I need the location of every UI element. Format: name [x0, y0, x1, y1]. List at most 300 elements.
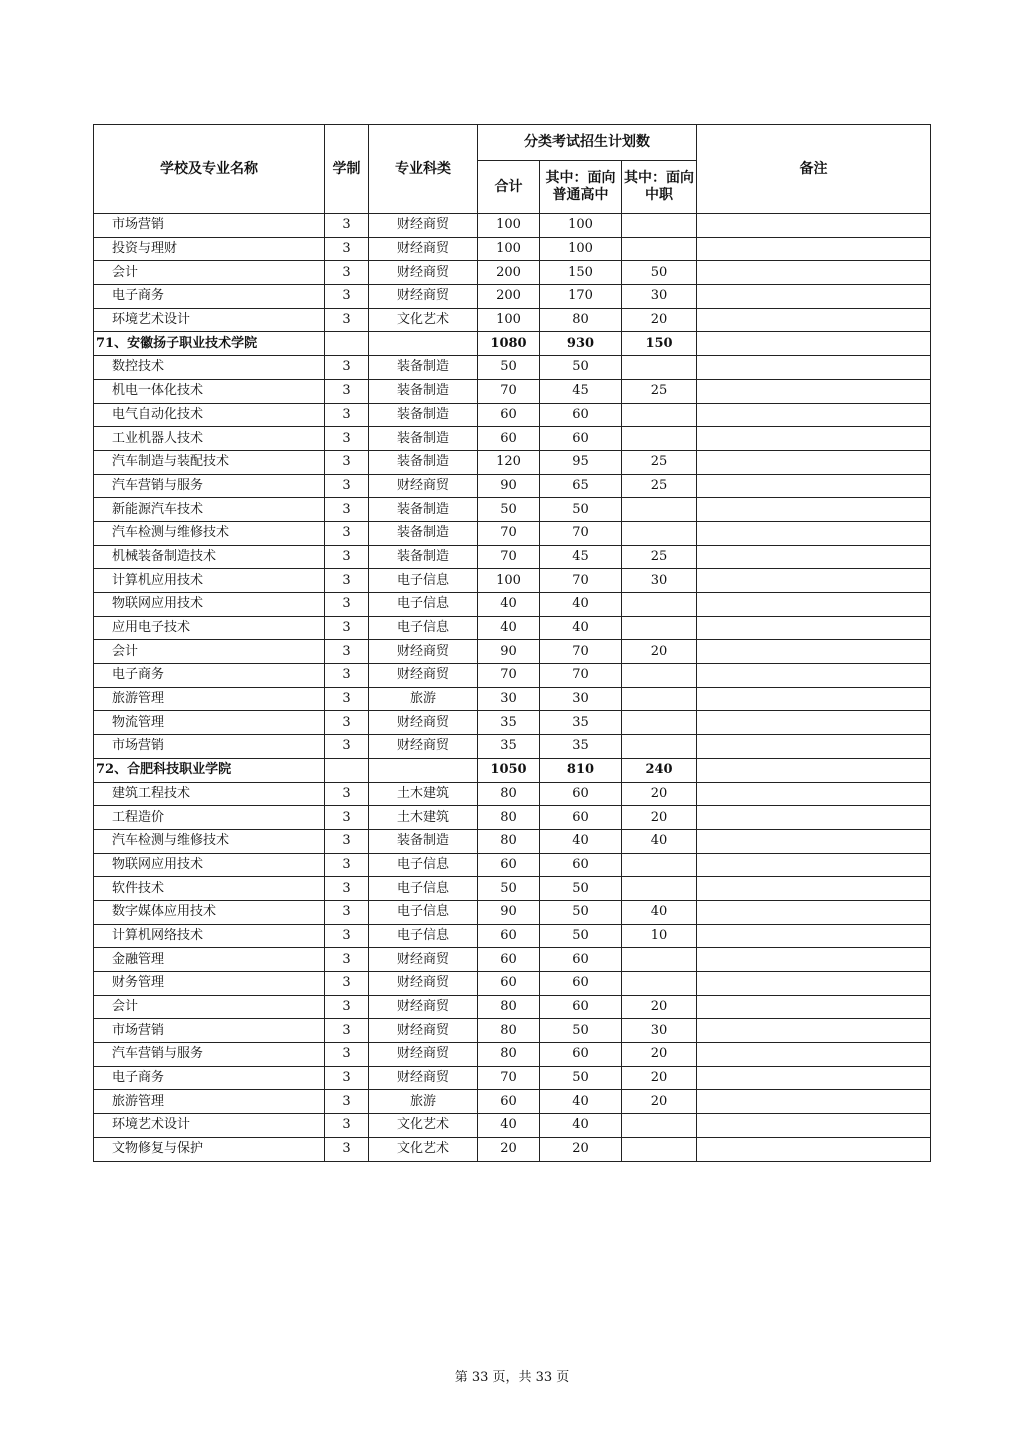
major-row	[94, 687, 931, 711]
cell-vocational: 25	[622, 545, 697, 569]
cell-general-high-school: 70	[540, 664, 622, 688]
cell-years: 3	[325, 664, 369, 688]
cell-remark	[697, 877, 931, 901]
cell-total: 200	[478, 285, 540, 309]
cell-category: 电子信息	[369, 877, 478, 901]
cell-name: 会计	[94, 995, 325, 1019]
cell-name: 会计	[94, 261, 325, 285]
cell-category: 土木建筑	[369, 782, 478, 806]
major-row	[94, 450, 931, 474]
cell-total: 60	[478, 403, 540, 427]
cell-name: 电子商务	[94, 664, 325, 688]
cell-name: 市场营销	[94, 735, 325, 759]
cell-years: 3	[325, 214, 369, 238]
cell-name: 文物修复与保护	[94, 1137, 325, 1161]
cell-category: 装备制造	[369, 498, 478, 522]
cell-remark	[697, 972, 931, 996]
cell-name: 软件技术	[94, 877, 325, 901]
major-row	[94, 829, 931, 853]
table-header	[94, 125, 931, 214]
cell-category	[369, 758, 478, 782]
major-row	[94, 285, 931, 309]
cell-years: 3	[325, 237, 369, 261]
cell-vocational	[622, 711, 697, 735]
major-row	[94, 711, 931, 735]
cell-general-high-school: 60	[540, 806, 622, 830]
cell-name: 市场营销	[94, 1019, 325, 1043]
cell-general-high-school: 50	[540, 900, 622, 924]
cell-category: 财经商贸	[369, 474, 478, 498]
cell-general-high-school: 20	[540, 1137, 622, 1161]
cell-years: 3	[325, 261, 369, 285]
cell-general-high-school: 810	[540, 758, 622, 782]
cell-vocational: 40	[622, 829, 697, 853]
cell-years: 3	[325, 545, 369, 569]
cell-name: 71、安徽扬子职业技术学院	[94, 332, 325, 356]
cell-general-high-school: 45	[540, 545, 622, 569]
cell-remark	[697, 237, 931, 261]
cell-name: 计算机应用技术	[94, 569, 325, 593]
cell-total: 50	[478, 356, 540, 380]
cell-category: 财经商贸	[369, 664, 478, 688]
major-row	[94, 1137, 931, 1161]
cell-name: 电子商务	[94, 285, 325, 309]
cell-years: 3	[325, 829, 369, 853]
cell-general-high-school: 60	[540, 1043, 622, 1067]
cell-vocational	[622, 356, 697, 380]
cell-category: 文化艺术	[369, 1114, 478, 1138]
cell-general-high-school: 65	[540, 474, 622, 498]
cell-category: 电子信息	[369, 900, 478, 924]
cell-vocational: 20	[622, 308, 697, 332]
cell-name: 工程造价	[94, 806, 325, 830]
cell-years: 3	[325, 924, 369, 948]
cell-total: 120	[478, 450, 540, 474]
cell-vocational: 20	[622, 1043, 697, 1067]
cell-general-high-school: 70	[540, 640, 622, 664]
cell-remark	[697, 995, 931, 1019]
cell-vocational: 30	[622, 1019, 697, 1043]
cell-remark	[697, 616, 931, 640]
cell-remark	[697, 664, 931, 688]
cell-remark	[697, 853, 931, 877]
cell-general-high-school: 60	[540, 995, 622, 1019]
cell-total: 70	[478, 1066, 540, 1090]
cell-years: 3	[325, 806, 369, 830]
cell-years: 3	[325, 1114, 369, 1138]
cell-name: 物联网应用技术	[94, 593, 325, 617]
cell-name: 工业机器人技术	[94, 427, 325, 451]
page-footer: 第 33 页，共 33 页	[454, 1370, 570, 1385]
cell-remark	[697, 782, 931, 806]
cell-general-high-school: 40	[540, 1090, 622, 1114]
cell-category: 电子信息	[369, 616, 478, 640]
cell-total: 30	[478, 687, 540, 711]
cell-total: 60	[478, 853, 540, 877]
cell-years: 3	[325, 782, 369, 806]
cell-general-high-school: 60	[540, 853, 622, 877]
major-row	[94, 782, 931, 806]
cell-general-high-school: 60	[540, 427, 622, 451]
cell-vocational: 20	[622, 995, 697, 1019]
cell-name: 计算机网络技术	[94, 924, 325, 948]
cell-years: 3	[325, 687, 369, 711]
cell-category: 装备制造	[369, 379, 478, 403]
cell-category: 财经商贸	[369, 214, 478, 238]
header-vocational: 其中：面向 中职	[622, 161, 697, 214]
major-row	[94, 474, 931, 498]
cell-vocational: 30	[622, 285, 697, 309]
cell-general-high-school: 50	[540, 498, 622, 522]
cell-category: 财经商贸	[369, 995, 478, 1019]
cell-total: 90	[478, 640, 540, 664]
cell-years: 3	[325, 735, 369, 759]
major-row	[94, 664, 931, 688]
cell-total: 40	[478, 593, 540, 617]
cell-name: 电子商务	[94, 1066, 325, 1090]
cell-remark	[697, 900, 931, 924]
cell-name: 数字媒体应用技术	[94, 900, 325, 924]
header-remarks: 备注	[697, 125, 931, 214]
cell-years: 3	[325, 427, 369, 451]
cell-total: 80	[478, 829, 540, 853]
cell-general-high-school: 60	[540, 948, 622, 972]
cell-total: 35	[478, 711, 540, 735]
cell-general-high-school: 60	[540, 972, 622, 996]
cell-vocational: 20	[622, 1066, 697, 1090]
cell-remark	[697, 758, 931, 782]
cell-category: 装备制造	[369, 356, 478, 380]
major-row	[94, 948, 931, 972]
cell-years: 3	[325, 474, 369, 498]
cell-years	[325, 758, 369, 782]
cell-years: 3	[325, 521, 369, 545]
major-row	[94, 640, 931, 664]
cell-name: 建筑工程技术	[94, 782, 325, 806]
cell-general-high-school: 50	[540, 1066, 622, 1090]
cell-total: 100	[478, 214, 540, 238]
cell-remark	[697, 498, 931, 522]
cell-general-high-school: 40	[540, 593, 622, 617]
cell-category: 电子信息	[369, 924, 478, 948]
major-row	[94, 261, 931, 285]
cell-years: 3	[325, 308, 369, 332]
cell-category: 财经商贸	[369, 1019, 478, 1043]
major-row	[94, 924, 931, 948]
cell-total: 60	[478, 1090, 540, 1114]
cell-years: 3	[325, 379, 369, 403]
major-row	[94, 1019, 931, 1043]
cell-name: 物流管理	[94, 711, 325, 735]
cell-total: 1080	[478, 332, 540, 356]
cell-years: 3	[325, 1019, 369, 1043]
major-row	[94, 569, 931, 593]
cell-remark	[697, 1043, 931, 1067]
cell-remark	[697, 450, 931, 474]
cell-category: 财经商贸	[369, 711, 478, 735]
major-row	[94, 237, 931, 261]
major-row	[94, 995, 931, 1019]
cell-category: 电子信息	[369, 853, 478, 877]
cell-name: 汽车制造与装配技术	[94, 450, 325, 474]
cell-vocational	[622, 877, 697, 901]
major-row	[94, 356, 931, 380]
cell-category: 财经商贸	[369, 1066, 478, 1090]
cell-years: 3	[325, 403, 369, 427]
cell-remark	[697, 285, 931, 309]
cell-total: 50	[478, 877, 540, 901]
cell-vocational	[622, 427, 697, 451]
cell-category: 文化艺术	[369, 1137, 478, 1161]
major-row	[94, 1090, 931, 1114]
cell-total: 60	[478, 427, 540, 451]
cell-remark	[697, 521, 931, 545]
cell-vocational	[622, 1114, 697, 1138]
cell-name: 汽车营销与服务	[94, 1043, 325, 1067]
cell-vocational	[622, 593, 697, 617]
cell-years: 3	[325, 640, 369, 664]
cell-category: 财经商贸	[369, 285, 478, 309]
cell-name: 新能源汽车技术	[94, 498, 325, 522]
cell-vocational: 240	[622, 758, 697, 782]
cell-name: 机械装备制造技术	[94, 545, 325, 569]
cell-vocational	[622, 237, 697, 261]
cell-category: 财经商贸	[369, 735, 478, 759]
cell-remark	[697, 1066, 931, 1090]
header-total: 合计	[478, 161, 540, 214]
major-row	[94, 403, 931, 427]
cell-general-high-school: 50	[540, 877, 622, 901]
cell-vocational	[622, 687, 697, 711]
cell-total: 50	[478, 498, 540, 522]
cell-total: 60	[478, 948, 540, 972]
cell-general-high-school: 50	[540, 356, 622, 380]
school-row	[94, 332, 931, 356]
cell-remark	[697, 687, 931, 711]
cell-name: 数控技术	[94, 356, 325, 380]
header-general-high-school: 其中：面向 普通高中	[540, 161, 622, 214]
cell-total: 100	[478, 308, 540, 332]
cell-general-high-school: 50	[540, 1019, 622, 1043]
cell-category: 财经商贸	[369, 1043, 478, 1067]
cell-vocational: 150	[622, 332, 697, 356]
cell-total: 90	[478, 900, 540, 924]
cell-years: 3	[325, 1066, 369, 1090]
cell-general-high-school: 70	[540, 569, 622, 593]
cell-total: 100	[478, 237, 540, 261]
cell-category: 土木建筑	[369, 806, 478, 830]
cell-total: 70	[478, 379, 540, 403]
major-row	[94, 735, 931, 759]
major-row	[94, 308, 931, 332]
cell-general-high-school: 30	[540, 687, 622, 711]
cell-years: 3	[325, 498, 369, 522]
cell-general-high-school: 100	[540, 237, 622, 261]
cell-remark	[697, 356, 931, 380]
cell-years: 3	[325, 450, 369, 474]
cell-total: 70	[478, 664, 540, 688]
cell-category: 财经商贸	[369, 948, 478, 972]
cell-years: 3	[325, 877, 369, 901]
cell-vocational: 20	[622, 806, 697, 830]
cell-total: 90	[478, 474, 540, 498]
cell-remark	[697, 640, 931, 664]
cell-name: 投资与理财	[94, 237, 325, 261]
cell-general-high-school: 40	[540, 829, 622, 853]
cell-vocational	[622, 948, 697, 972]
cell-general-high-school: 35	[540, 735, 622, 759]
cell-category: 财经商贸	[369, 972, 478, 996]
cell-total: 20	[478, 1137, 540, 1161]
cell-remark	[697, 593, 931, 617]
cell-total: 60	[478, 924, 540, 948]
cell-name: 金融管理	[94, 948, 325, 972]
cell-vocational	[622, 735, 697, 759]
major-row	[94, 521, 931, 545]
cell-remark	[697, 1114, 931, 1138]
cell-total: 35	[478, 735, 540, 759]
cell-vocational: 30	[622, 569, 697, 593]
cell-general-high-school: 60	[540, 403, 622, 427]
cell-vocational	[622, 853, 697, 877]
cell-vocational	[622, 1137, 697, 1161]
cell-remark	[697, 332, 931, 356]
header-years: 学制	[325, 125, 369, 214]
cell-total: 80	[478, 1043, 540, 1067]
cell-total: 70	[478, 521, 540, 545]
cell-vocational	[622, 521, 697, 545]
cell-name: 72、合肥科技职业学院	[94, 758, 325, 782]
cell-remark	[697, 545, 931, 569]
cell-total: 80	[478, 1019, 540, 1043]
cell-general-high-school: 40	[540, 1114, 622, 1138]
cell-name: 财务管理	[94, 972, 325, 996]
cell-category: 装备制造	[369, 427, 478, 451]
cell-name: 应用电子技术	[94, 616, 325, 640]
cell-general-high-school: 100	[540, 214, 622, 238]
cell-name: 电气自动化技术	[94, 403, 325, 427]
cell-remark	[697, 829, 931, 853]
cell-category: 财经商贸	[369, 640, 478, 664]
cell-vocational: 25	[622, 474, 697, 498]
table-body	[94, 214, 931, 1162]
cell-vocational: 25	[622, 450, 697, 474]
cell-category: 装备制造	[369, 545, 478, 569]
cell-years: 3	[325, 285, 369, 309]
cell-years: 3	[325, 1137, 369, 1161]
cell-category: 电子信息	[369, 569, 478, 593]
cell-total: 70	[478, 545, 540, 569]
cell-general-high-school: 45	[540, 379, 622, 403]
cell-name: 汽车营销与服务	[94, 474, 325, 498]
cell-category: 财经商贸	[369, 237, 478, 261]
cell-name: 旅游管理	[94, 1090, 325, 1114]
school-row	[94, 758, 931, 782]
cell-years: 3	[325, 1090, 369, 1114]
cell-vocational	[622, 664, 697, 688]
cell-general-high-school: 150	[540, 261, 622, 285]
cell-vocational	[622, 498, 697, 522]
major-row	[94, 853, 931, 877]
cell-remark	[697, 1137, 931, 1161]
cell-name: 会计	[94, 640, 325, 664]
header-major-category: 专业科类	[369, 125, 478, 214]
cell-vocational: 25	[622, 379, 697, 403]
cell-category	[369, 332, 478, 356]
major-row	[94, 214, 931, 238]
cell-years: 3	[325, 900, 369, 924]
cell-remark	[697, 735, 931, 759]
cell-vocational: 20	[622, 782, 697, 806]
cell-remark	[697, 427, 931, 451]
major-row	[94, 427, 931, 451]
major-row	[94, 1066, 931, 1090]
cell-years: 3	[325, 616, 369, 640]
cell-name: 机电一体化技术	[94, 379, 325, 403]
cell-name: 汽车检测与维修技术	[94, 521, 325, 545]
major-row	[94, 900, 931, 924]
cell-general-high-school: 170	[540, 285, 622, 309]
major-row	[94, 972, 931, 996]
cell-category: 装备制造	[369, 521, 478, 545]
cell-vocational	[622, 403, 697, 427]
cell-name: 环境艺术设计	[94, 1114, 325, 1138]
cell-general-high-school: 35	[540, 711, 622, 735]
cell-category: 文化艺术	[369, 308, 478, 332]
cell-total: 80	[478, 806, 540, 830]
cell-remark	[697, 474, 931, 498]
cell-remark	[697, 569, 931, 593]
cell-remark	[697, 806, 931, 830]
cell-remark	[697, 711, 931, 735]
cell-years: 3	[325, 853, 369, 877]
cell-remark	[697, 403, 931, 427]
cell-total: 60	[478, 972, 540, 996]
cell-years: 3	[325, 1043, 369, 1067]
major-row	[94, 616, 931, 640]
header-plan-group: 分类考试招生计划数	[478, 125, 697, 161]
cell-general-high-school: 40	[540, 616, 622, 640]
cell-general-high-school: 95	[540, 450, 622, 474]
major-row	[94, 498, 931, 522]
cell-total: 100	[478, 569, 540, 593]
cell-total: 40	[478, 616, 540, 640]
cell-years: 3	[325, 356, 369, 380]
cell-category: 装备制造	[369, 450, 478, 474]
cell-category: 旅游	[369, 687, 478, 711]
cell-name: 环境艺术设计	[94, 308, 325, 332]
cell-name: 物联网应用技术	[94, 853, 325, 877]
cell-years: 3	[325, 593, 369, 617]
cell-remark	[697, 948, 931, 972]
cell-vocational: 40	[622, 900, 697, 924]
cell-years: 3	[325, 995, 369, 1019]
cell-total: 80	[478, 782, 540, 806]
cell-vocational	[622, 972, 697, 996]
cell-general-high-school: 60	[540, 782, 622, 806]
cell-remark	[697, 379, 931, 403]
cell-remark	[697, 261, 931, 285]
major-row	[94, 877, 931, 901]
cell-total: 40	[478, 1114, 540, 1138]
cell-general-high-school: 80	[540, 308, 622, 332]
cell-category: 装备制造	[369, 403, 478, 427]
cell-vocational: 50	[622, 261, 697, 285]
cell-total: 80	[478, 995, 540, 1019]
cell-years: 3	[325, 948, 369, 972]
cell-years: 3	[325, 711, 369, 735]
header-school-major-name: 学校及专业名称	[94, 125, 325, 214]
